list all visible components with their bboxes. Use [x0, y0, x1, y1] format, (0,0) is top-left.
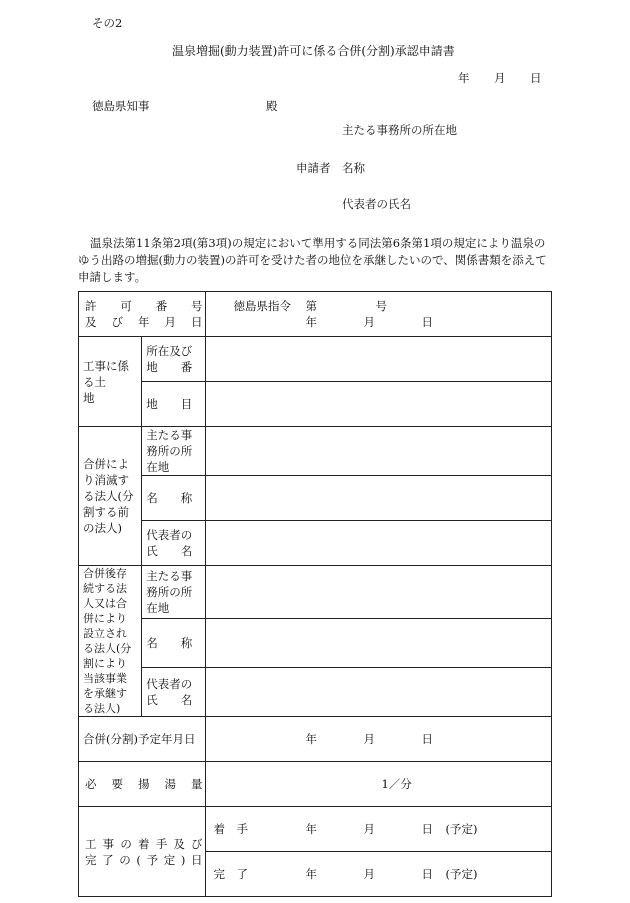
- row-land-category: [79, 382, 552, 427]
- application-table: [78, 291, 552, 897]
- permit-dai: 第: [305, 299, 318, 313]
- applicant-name-label: 名称: [342, 161, 365, 175]
- applicant-label: 申請者: [296, 161, 331, 175]
- applicant-office-label: 主たる事務所の所在地: [342, 123, 457, 137]
- cell-pump-label: 必 要 揚 湯 量: [79, 762, 206, 807]
- cell-permit-value[interactable]: [205, 292, 551, 337]
- row-work-start: [79, 807, 552, 852]
- work-label-line1: 工 事 の 着 手 及 び: [85, 836, 203, 851]
- application-paragraph: [78, 235, 554, 286]
- finish-label: 完 了: [213, 867, 249, 881]
- cell-land-location-label: 所在及び地 番: [142, 337, 205, 382]
- applicant-representative-label: 代表者の氏名: [342, 197, 411, 211]
- start-day: 日: [421, 822, 434, 836]
- row-survive-rep: [79, 668, 552, 717]
- merge-day: 日: [421, 732, 434, 746]
- row-pump: [79, 762, 552, 807]
- cell-survive-name-label: 名 称: [142, 619, 205, 668]
- row-extinct-name: [79, 476, 552, 521]
- merge-month: 月: [363, 732, 376, 746]
- cell-extinct-name-value[interactable]: [205, 476, 551, 521]
- permit-day: 日: [421, 315, 434, 329]
- pump-unit: 1／分: [381, 777, 412, 791]
- start-label: 着 手: [213, 822, 249, 836]
- cell-merge-date-label: 合併(分割)予定年月日: [79, 717, 206, 762]
- cell-extinct-office-value[interactable]: [205, 427, 551, 476]
- start-month: 月: [363, 822, 376, 836]
- row-extinct-rep: [79, 521, 552, 566]
- row-survive-name: [79, 619, 552, 668]
- form-number: その2: [92, 16, 123, 30]
- addressee-honorific: 殿: [266, 99, 278, 113]
- cell-permit-header: [79, 292, 206, 337]
- start-note: (予定): [445, 822, 478, 836]
- date-month: 月: [494, 71, 506, 85]
- cell-merge-date-value[interactable]: [205, 717, 551, 762]
- permit-go: 号: [375, 299, 388, 313]
- start-year: 年: [305, 822, 318, 836]
- row-extinct-office: [79, 427, 552, 476]
- finish-year: 年: [305, 867, 318, 881]
- cell-survive-office-value[interactable]: [205, 566, 551, 619]
- cell-survive-office-label: 主たる事務所の所在地: [142, 566, 205, 619]
- finish-note: (予定): [445, 867, 478, 881]
- cell-pump-value[interactable]: [205, 762, 551, 807]
- cell-land-location-value[interactable]: [205, 337, 551, 382]
- row-permit: [79, 292, 552, 337]
- cell-work-start-value[interactable]: [205, 807, 551, 852]
- cell-survive-rep-label: 代表者の氏 名: [142, 668, 205, 717]
- cell-land-group: 工事に係る土 地: [79, 337, 142, 427]
- cell-survive-rep-value[interactable]: [205, 668, 551, 717]
- cell-work-finish-value[interactable]: [205, 852, 551, 897]
- merge-year: 年: [305, 732, 318, 746]
- permit-year: 年: [305, 315, 318, 329]
- finish-month: 月: [363, 867, 376, 881]
- row-land-location: [79, 337, 552, 382]
- work-label-line2: 完 了 の ( 予 定 ) 日: [85, 852, 203, 867]
- paragraph-text: 温泉法第11条第2項(第3項)の規定において準用する同法第6条第1項の規定により温泉のゆう出路の増掘(動力の装置)の許可を受けた者の地位を承継したいので、関係書類を添えて申請します。: [78, 236, 547, 284]
- cell-extinct-rep-label: 代表者の氏 名: [142, 521, 205, 566]
- finish-day: 日: [421, 867, 434, 881]
- date-day: 日: [530, 71, 542, 85]
- cell-extinct-group: 合併により消滅する法人(分割する前の法人): [79, 427, 142, 566]
- cell-work-label: [79, 807, 206, 897]
- cell-extinct-office-label: 主たる事務所の所在地: [142, 427, 205, 476]
- permit-month: 月: [363, 315, 376, 329]
- row-merge-date: [79, 717, 552, 762]
- row-survive-office: [79, 566, 552, 619]
- date-year: 年: [458, 71, 470, 85]
- permit-header-line1: 許 可 番 号: [85, 299, 203, 313]
- permit-prefix: 徳島県指令: [233, 299, 292, 313]
- cell-extinct-name-label: 名 称: [142, 476, 205, 521]
- cell-survive-name-value[interactable]: [205, 619, 551, 668]
- document-title: 温泉増掘(動力装置)許可に係る合併(分割)承認申請書: [172, 44, 455, 58]
- cell-extinct-rep-value[interactable]: [205, 521, 551, 566]
- addressee-governor: 徳島県知事: [92, 99, 150, 113]
- cell-land-category-value[interactable]: [205, 382, 551, 427]
- cell-survive-group: 合併後存続する法人又は合併により設立される法人(分割により当該事業を承継する法人): [79, 566, 142, 717]
- permit-header-line2: 及 び 年 月 日: [85, 315, 203, 329]
- cell-land-category-label: 地 目: [142, 382, 205, 427]
